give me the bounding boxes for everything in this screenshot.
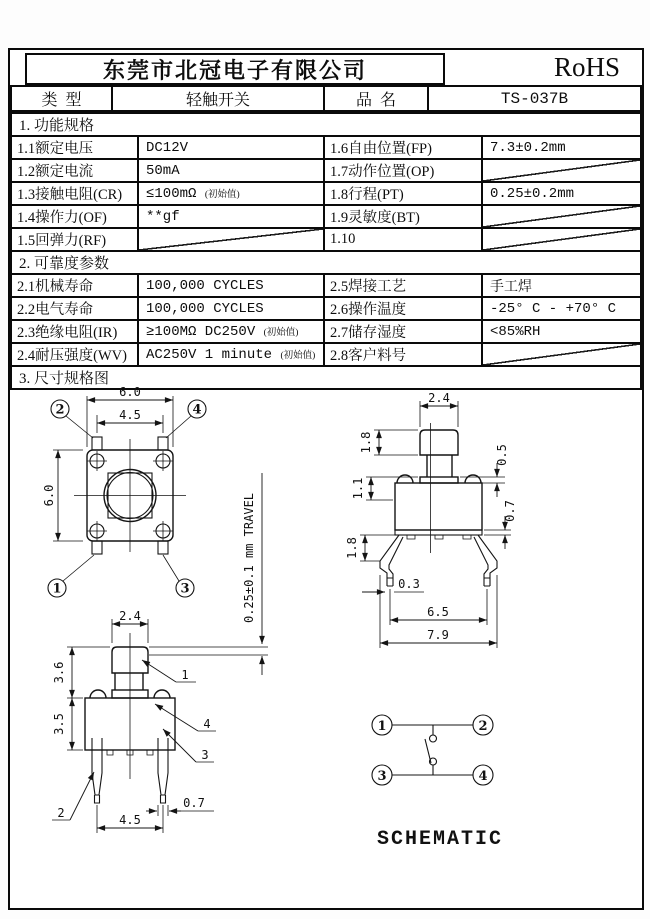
spec-value: AC250V 1 minute (初始值) [138,343,324,366]
spec-table [10,112,642,390]
top-view-drawing [42,385,206,597]
spec-value: ≥100MΩ DC250V (初始值) [138,320,324,343]
spec-label: 1.6自由位置(FP) [324,136,482,159]
dim-label: 6.0 [42,484,56,507]
part-callout-2 [52,772,94,820]
spec-value-na [482,205,641,228]
spec-label: 2.7储存湿度 [324,320,482,343]
dim-label: 2.4 [428,391,450,405]
svg-text:4: 4 [203,717,211,731]
spec-label: 1.1额定电压 [11,136,138,159]
spec-value: 手工焊 [482,274,641,297]
spec-label: 2.8客户料号 [324,343,482,366]
button-cap [420,430,458,455]
spec-value: ≤100mΩ (初始值) [138,182,324,205]
spec-value: 100,000 CYCLES [138,297,324,320]
svg-text:2: 2 [57,806,65,820]
spec-value: **gf [138,205,324,228]
title-bar [10,50,642,85]
initial-value-note: (初始值) [263,327,299,338]
side-view-drawing [345,391,517,648]
spec-label: 1.7动作位置(OP) [324,159,482,182]
spec-label: 2.1机械寿命 [11,274,138,297]
svg-text:3: 3 [180,581,190,597]
dim-label: 6.0 [119,385,141,399]
spec-label: 1.5回弹力(RF) [11,228,138,251]
spec-row [11,136,641,159]
spec-value: DC12V [138,136,324,159]
part-callout-1 [142,660,196,682]
dim-label: 1.8 [359,431,373,454]
body-bumps [397,475,481,483]
base-plate [395,530,482,535]
section2-title-row [11,251,641,274]
spec-row [11,159,641,182]
part-callout-3 [163,729,214,762]
switch-body [395,483,482,530]
section3-title: 3. 尺寸规格图 [11,366,641,389]
spec-label: 2.4耐压强度(WV) [11,343,138,366]
dim-label: 0.3 [398,577,420,591]
terminal-label: 2 [478,719,488,734]
spec-value: <85%RH [482,320,641,343]
spec-value: 7.3±0.2mm [482,136,641,159]
dim-label: 2.4 [119,609,141,623]
right-leg [474,535,497,586]
spec-row [11,205,641,228]
spec-value: 100,000 CYCLES [138,274,324,297]
terminal-label: 3 [377,769,387,784]
svg-text:2: 2 [55,402,65,418]
product-row [11,86,641,111]
schematic-title: SCHEMATIC [376,828,504,851]
sheet-frame [8,48,644,910]
svg-text:4: 4 [192,402,202,418]
spec-label: 1.8行程(PT) [324,182,482,205]
schematic-drawing [372,715,503,851]
extension-lines [360,535,397,561]
extension-lines [374,430,418,455]
spec-value-na [482,159,641,182]
dim-label: 7.9 [427,628,449,642]
spec-value-na [482,343,641,366]
extension-lines [484,530,511,535]
svg-text:1: 1 [52,581,62,597]
initial-value-note: (初始值) [280,350,316,361]
front-view-drawing [52,609,268,833]
travel-reference-lines [149,647,268,655]
spec-label: 1.10 [324,228,482,251]
pin [92,437,102,450]
spec-label: 2.2电气寿命 [11,297,138,320]
spec-value-na [482,228,641,251]
travel-dimension [242,473,262,675]
dim-label: 1.1 [351,477,365,500]
part-callout-4 [155,704,216,731]
spec-value: -25° C - +70° C [482,297,641,320]
switch-symbol [425,725,437,775]
svg-text:3: 3 [201,748,209,762]
rohs-mark: RoHS [553,52,620,82]
right-pin [158,738,168,803]
spec-value: 50mA [138,159,324,182]
dim-label: 3.6 [52,661,66,684]
stem-flange [420,477,458,483]
dim-label: 4.5 [119,813,141,827]
spec-value: 0.25±0.2mm [482,182,641,205]
part-number: TS-037B [428,86,641,111]
name-label: 品 名 [324,86,428,111]
left-pin [92,738,102,803]
dim-label: 1.8 [345,537,359,559]
svg-text:1: 1 [181,668,189,682]
extension-lines [366,477,418,500]
spec-row [11,182,641,205]
spec-row [11,320,641,343]
spec-row [11,274,641,297]
product-table [10,85,642,112]
terminal-label: 1 [377,719,387,734]
dim-label: 0.7 [183,796,205,810]
spec-label: 1.4操作力(OF) [11,205,138,228]
type-value: 轻触开关 [112,86,324,111]
spec-row [11,343,641,366]
spec-row [11,297,641,320]
pin-callout-4 [166,400,206,438]
terminal-label: 4 [478,769,488,784]
spec-value-na [138,228,324,251]
company-name: 东莞市北冠电子有限公司 [102,57,367,83]
initial-value-note: (初始值) [204,189,240,200]
dim-label: 3.5 [52,713,66,735]
pin [158,541,168,554]
spec-label: 2.5焊接工艺 [324,274,482,297]
type-label: 类 型 [11,86,112,111]
pin-callout-3 [163,555,194,597]
travel-note: 0.25±0.1 mm TRAVEL [242,492,256,624]
dim-label: 0.5 [495,444,509,466]
company-title-box [25,53,445,85]
spec-label: 1.2额定电流 [11,159,138,182]
pin [92,541,102,554]
button-stem [115,673,143,690]
pin-callout-1 [48,555,94,597]
base-pegs [407,535,471,539]
section1-title: 1. 功能规格 [11,113,641,136]
spec-row [11,228,641,251]
section2-title: 2. 可靠度参数 [11,251,641,274]
dimension-drawings [10,367,638,906]
extension-lines [53,396,173,541]
dim-label: 6.5 [427,605,449,619]
dim-label: 0.7 [503,500,517,522]
spec-label: 1.3接触电阻(CR) [11,182,138,205]
pin [158,437,168,450]
dim-label: 4.5 [119,408,141,422]
section1-title-row [11,113,641,136]
spec-label: 1.9灵敏度(BT) [324,205,482,228]
spec-label: 2.3绝缘电阻(IR) [11,320,138,343]
spec-label: 2.6操作温度 [324,297,482,320]
